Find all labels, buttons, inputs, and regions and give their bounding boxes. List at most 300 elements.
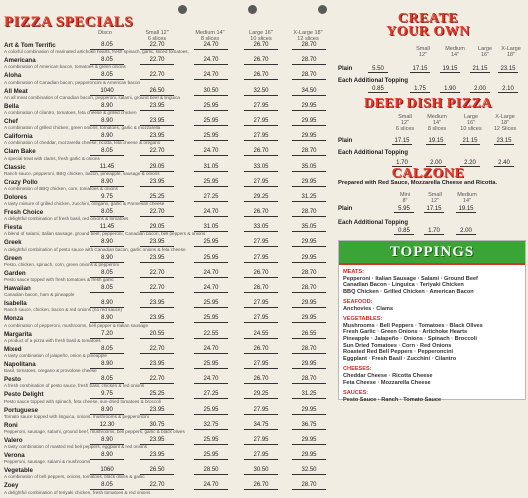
price: 29.95: [292, 452, 326, 460]
create-your-own-title: CREATE YOUR OWN: [386, 11, 470, 39]
price: 29.95: [292, 255, 326, 263]
price: 34.75: [244, 422, 278, 430]
specials-row: [4, 482, 330, 497]
price: 1060: [90, 467, 124, 475]
price: 25.95: [194, 407, 228, 415]
price: 32.50: [244, 88, 278, 96]
specials-row: [4, 361, 330, 376]
specials-row: [4, 376, 330, 391]
pizza-name: Mixed: [4, 345, 22, 353]
price: 27.95: [244, 300, 278, 308]
price: 19.15: [426, 138, 446, 145]
price: 34.50: [292, 88, 326, 96]
pizza-name: All Meat: [4, 87, 28, 95]
specials-row: [4, 467, 330, 482]
price: 27.95: [244, 239, 278, 247]
price: 2.40: [494, 160, 514, 167]
price: 27.95: [244, 133, 278, 141]
price: 23.95: [140, 315, 174, 323]
pizza-description: Canadian bacon, ham & pineapple: [4, 292, 75, 298]
calzone-title: CALZONE: [391, 166, 465, 181]
price: 23.95: [140, 239, 174, 247]
price: 28.70: [292, 209, 326, 217]
binder-hole: [318, 5, 327, 14]
price: 8.90: [90, 103, 124, 111]
price: 24.70: [194, 285, 228, 293]
price: 29.95: [292, 437, 326, 445]
price: 30.75: [140, 422, 174, 430]
specials-row: [4, 179, 330, 194]
price: 28.70: [292, 285, 326, 293]
price: 23.95: [140, 437, 174, 445]
price: 27.95: [244, 315, 278, 323]
pizza-name: Greek: [4, 239, 22, 247]
specials-row: [4, 300, 330, 315]
pizza-description: A combination of American bacon, tomatoes & green onions: [4, 64, 126, 70]
specials-row: [4, 118, 330, 133]
pizza-description: A delightful combination of pesto sauce with Canadian bacon, garlic onions & feta cheese: [4, 246, 186, 252]
price: 33.05: [244, 224, 278, 232]
price: 22.70: [140, 270, 174, 278]
price: 8.90: [90, 179, 124, 187]
pizza-name: Zoey: [4, 482, 19, 490]
price: 24.70: [194, 482, 228, 490]
price: 8.90: [90, 315, 124, 323]
pizza-name: Fiesta: [4, 224, 22, 232]
specials-row: [4, 88, 330, 103]
price: 27.25: [194, 391, 228, 399]
price: 1.70: [424, 228, 444, 235]
price: 26.50: [140, 88, 174, 96]
pizza-name: Garden: [4, 269, 26, 277]
topping-list: Mushrooms · Bell Peppers · Tomatoes · Black Olives Fresh Garlic · Green Onions · Artichoke Hearts Pineapple · Jalapeño · Onions · Spinach · Broccoli Sun Dried Tomatoes · Corn · Red Onions Roasted Red Bell Peppers · Pepperoncini Eggplant · Fresh Basil · Zucchini · Cilantro: [343, 322, 483, 362]
price: 27.95: [244, 179, 278, 187]
calzone-subtitle: Prepared with Red Sauce, Mozzarella Cheese and Ricotta.: [338, 180, 498, 186]
price: 8.05: [90, 482, 124, 490]
size-header: Medium 14": [457, 192, 477, 204]
price: 8.90: [90, 407, 124, 415]
price: 8.05: [90, 42, 124, 50]
price: 22.70: [140, 148, 174, 156]
price: 33.05: [244, 164, 278, 172]
price: 9.75: [90, 391, 124, 399]
deepdish-plain-label: Plain: [338, 138, 353, 144]
specials-row: [4, 346, 330, 361]
deep-dish-title: DEEP DISH PIZZA: [363, 96, 493, 111]
price: 28.70: [292, 148, 326, 156]
toppings-box: [338, 240, 526, 403]
price: 27.95: [244, 103, 278, 111]
pizza-description: A combination of grilled chicken, green onions, tomatoes, garlic & mozzarella: [4, 125, 161, 131]
price: 31.05: [194, 164, 228, 172]
pizza-description: Pesto sauce topped with spinach, feta cheese, sun-dried tomatoes & broccoli: [4, 398, 161, 404]
pizza-description: A fresh combination of pesto sauce, fresh basil, chicken & red onions: [4, 383, 145, 389]
price: 5.50: [368, 66, 388, 73]
price: 23.95: [140, 118, 174, 126]
specials-row: [4, 164, 330, 179]
topping-category: SEAFOOD:: [343, 299, 373, 306]
pizza-description: A delightful combination of teriyaki chicken, fresh tomatoes & red onions: [4, 489, 151, 495]
price: 2.00: [456, 228, 476, 235]
price: 31.25: [292, 194, 326, 202]
topping-category: SAUCES:: [343, 390, 369, 397]
price: 1.90: [440, 86, 460, 93]
price: 23.95: [140, 255, 174, 263]
price: 23.95: [140, 179, 174, 187]
price: 35.05: [292, 224, 326, 232]
price: 22.70: [140, 42, 174, 50]
price: 24.70: [194, 42, 228, 50]
price: 17.15: [410, 66, 430, 73]
price: 27.95: [244, 407, 278, 415]
price: 32.75: [194, 422, 228, 430]
specials-row: [4, 72, 330, 87]
pizza-name: Chef: [4, 117, 18, 125]
price: 26.70: [244, 209, 278, 217]
price: 21.15: [470, 66, 490, 73]
price: 8.05: [90, 209, 124, 217]
specials-row: [4, 270, 330, 285]
price: 8.90: [90, 118, 124, 126]
price: 28.70: [292, 72, 326, 80]
pizza-description: Pesto sauce topped with fresh tomatoes & fresh garlic: [4, 277, 114, 282]
specials-row: [4, 437, 330, 452]
col-xlarge: X-Large 18" 12 slices: [293, 30, 323, 42]
price: 22.70: [140, 285, 174, 293]
price: 28.70: [292, 376, 326, 384]
pizza-description: A delightful combination of fresh basil, red onions & tomatoes: [4, 216, 129, 222]
specials-row: [4, 315, 330, 330]
specials-row: [4, 422, 330, 437]
price: 31.25: [292, 391, 326, 399]
price: 29.95: [292, 315, 326, 323]
specials-row: [4, 194, 330, 209]
price: 8.90: [90, 452, 124, 460]
pizza-name: Portuguese: [4, 406, 39, 414]
pizza-name: Clam Bake: [4, 148, 36, 156]
price: 22.70: [140, 209, 174, 217]
price: 22.70: [140, 57, 174, 65]
price: 26.70: [244, 376, 278, 384]
pizza-description: A tasty combination of jalapeño, onion & pineapple: [4, 352, 107, 358]
specials-row: [4, 224, 330, 239]
pizza-name: Aloha: [4, 72, 22, 80]
price: 17.15: [392, 138, 412, 145]
price: 8.90: [90, 133, 124, 141]
pizza-description: A blend of salami, Italian sausage, ground beef, pepperoni, Canadian bacon, bell peppers & onions: [4, 231, 206, 237]
price: 1040: [90, 88, 124, 96]
price: 20.55: [140, 331, 174, 339]
pizza-name: Bella: [4, 102, 19, 110]
price: 28.70: [292, 270, 326, 278]
price: 25.25: [140, 194, 174, 202]
pizza-name: Green: [4, 254, 22, 262]
price: 5.95: [394, 206, 414, 213]
price: 26.70: [244, 285, 278, 293]
pizza-name: Verona: [4, 452, 25, 460]
topping-category: MEATS:: [343, 269, 365, 275]
price: 28.70: [292, 482, 326, 490]
toppings-title: TOPPINGS: [339, 241, 525, 265]
price: 23.95: [140, 407, 174, 415]
price: 9.75: [90, 194, 124, 202]
pizza-name: Pesto: [4, 376, 21, 384]
size-header: Large 16" 10 slices: [460, 114, 482, 132]
pizza-description: Pesto, chicken, spinach, corn, green onions & pepperoni: [4, 261, 119, 267]
pizza-name: Dolores: [4, 193, 28, 201]
specials-row: [4, 209, 330, 224]
price: 24.70: [194, 376, 228, 384]
pizza-name: California: [4, 133, 33, 141]
price: 23.95: [140, 133, 174, 141]
price: 28.70: [292, 57, 326, 65]
price: 26.70: [244, 148, 278, 156]
price: 8.05: [90, 72, 124, 80]
price: 7.20: [90, 331, 124, 339]
price: 25.95: [194, 437, 228, 445]
size-header: Small 12": [416, 46, 430, 58]
price: 8.90: [90, 255, 124, 263]
price: 27.95: [244, 437, 278, 445]
price: 25.95: [194, 315, 228, 323]
price: 24.70: [194, 209, 228, 217]
price: 8.05: [90, 148, 124, 156]
create-each-label: Each Additional Topping: [338, 78, 408, 84]
price: 29.95: [292, 361, 326, 369]
pizza-description: A combination of Canadian bacon, pepperoncini & American bacon: [4, 79, 141, 85]
size-header: Medium 14" 8 slices: [427, 114, 447, 132]
price: 24.70: [194, 72, 228, 80]
price: 2.00: [470, 86, 490, 93]
col-large: Large 16" 10 slices: [249, 30, 273, 42]
price: 27.95: [244, 255, 278, 263]
price: 26.70: [244, 346, 278, 354]
size-header: Small 12": [428, 192, 442, 204]
price: 24.70: [194, 346, 228, 354]
specials-list: [4, 42, 330, 498]
price: 11.45: [90, 224, 124, 232]
price: 25.95: [194, 179, 228, 187]
price: 32.50: [292, 467, 326, 475]
pizza-name: Hawaiian: [4, 285, 31, 292]
pizza-name: Monza: [4, 315, 24, 323]
price: 28.70: [292, 42, 326, 50]
pizza-description: A colorful combination of marinated artichoke hearts, fresh spinach, garlic, sliced tomatoes,: [4, 49, 189, 55]
price: 29.05: [140, 224, 174, 232]
price: 2.10: [498, 86, 518, 93]
price: 8.90: [90, 437, 124, 445]
pizza-description: A tasty combination of roasted red bell peppers, eggplant & red onions: [4, 444, 148, 450]
price: 0.85: [394, 228, 414, 235]
price: 29.95: [292, 118, 326, 126]
specials-row: [4, 407, 330, 422]
deepdish-each-label: Each Additional Topping: [338, 150, 408, 156]
price: 25.95: [194, 361, 228, 369]
price: 25.95: [194, 133, 228, 141]
pizza-name: Classic: [4, 163, 26, 171]
price: 27.25: [194, 194, 228, 202]
pizza-specials-title: PIZZA SPECIALS: [4, 14, 134, 30]
price: 8.05: [90, 270, 124, 278]
pizza-specials-section: [4, 14, 330, 495]
price: 8.90: [90, 300, 124, 308]
price: 19.15: [456, 206, 476, 213]
price: 25.95: [194, 118, 228, 126]
price: 21.15: [460, 138, 480, 145]
pizza-name: Margarita: [4, 330, 32, 338]
size-header: Mini 8": [399, 192, 411, 204]
pizza-description: A product of a pizza with fresh basil & tomatoes: [4, 337, 101, 343]
specials-row: [4, 57, 330, 72]
size-header: Small 12" 6 slices: [395, 114, 415, 132]
price: 30.50: [194, 88, 228, 96]
pizza-name: Isabella: [4, 300, 27, 308]
pizza-description: An all meat combination of Canadian bacon, pepperoni, salami, ground beef & linguica: [4, 94, 180, 100]
price: 36.75: [292, 422, 326, 430]
pizza-description: Basil, tomatoes, oregano & provolone cheese: [4, 368, 97, 374]
price: 29.95: [292, 239, 326, 247]
price: 23.15: [498, 66, 518, 73]
col-small: Small 12" 6 slices: [145, 30, 169, 42]
pizza-description: Pepperoni, sausage, salami & mushrooms: [4, 459, 91, 465]
specials-row: [4, 42, 330, 57]
topping-list: Cheddar Cheese · Ricotta Cheese Feta Cheese · Mozzarella Cheese: [343, 372, 433, 386]
pizza-name: Valero: [4, 436, 23, 444]
price: 23.95: [140, 452, 174, 460]
binder-hole: [248, 5, 257, 14]
price: 22.70: [140, 482, 174, 490]
price: 29.25: [244, 194, 278, 202]
specials-row: [4, 331, 330, 346]
price: 27.95: [244, 452, 278, 460]
price: 29.95: [292, 300, 326, 308]
price: 26.70: [244, 42, 278, 50]
pizza-description: Pepperoni, sausage, salami, ground beef, mushrooms, bell peppers, garlic & black olives: [4, 428, 185, 434]
price: 25.95: [194, 255, 228, 263]
price: 24.70: [194, 148, 228, 156]
price: 0.85: [368, 86, 388, 93]
pizza-name: Napolitana: [4, 360, 36, 368]
pizza-name: Roni: [4, 421, 18, 429]
price: 23.95: [140, 361, 174, 369]
topping-category: VEGETABLES:: [343, 316, 383, 323]
specials-row: [4, 391, 330, 406]
price: 8.05: [90, 376, 124, 384]
price: 8.05: [90, 57, 124, 65]
topping-category: CHEESES:: [343, 366, 372, 373]
price: 29.95: [292, 103, 326, 111]
price: 23.15: [494, 138, 514, 145]
pizza-description: A tasty mixture of grilled chicken, zucchini, oregano, garlic & Parmesan cheese: [4, 201, 165, 207]
price: 8.90: [90, 361, 124, 369]
pizza-description: A combination of bell peppers, onions, tomatoes, black olives & garlic: [4, 474, 145, 480]
specials-row: [4, 239, 330, 254]
pizza-description: A combination of cilantro, tomatoes, feta cheese & grilled chicken: [4, 109, 137, 115]
price: 1.70: [392, 160, 412, 167]
col-medium: Medium 14" 8 slices: [195, 30, 225, 42]
pizza-description: A combination of pepperoni, mushrooms, bell pepper & Italian sausage: [4, 322, 149, 328]
size-header: X-Large 18" 12 Slices: [493, 114, 517, 132]
pizza-description: Tomato sauce topped with linguica, onions, mushrooms & pepperoncini: [4, 413, 149, 419]
price: 29.05: [140, 164, 174, 172]
price: 29.95: [292, 179, 326, 187]
specials-row: [4, 255, 330, 270]
price: 24.55: [244, 331, 278, 339]
pizza-description: Ranch sauce, pepperoni, BBQ chicken, bacon, pineapple, sausage & onions: [4, 170, 160, 176]
specials-row: [4, 452, 330, 467]
price: 35.05: [292, 164, 326, 172]
col-disco: Disco: [98, 30, 112, 36]
price: 22.70: [140, 376, 174, 384]
pizza-name: Art & Tom Terrific: [4, 42, 56, 49]
price: 23.95: [140, 103, 174, 111]
pizza-name: Crazy Pollo: [4, 178, 38, 186]
price: 28.50: [194, 467, 228, 475]
price: 27.95: [244, 118, 278, 126]
price: 25.95: [194, 103, 228, 111]
price: 2.00: [426, 160, 446, 167]
price: 28.70: [292, 346, 326, 354]
price: 8.05: [90, 285, 124, 293]
price: 26.70: [244, 57, 278, 65]
size-header: X-Large 18": [501, 46, 521, 58]
size-header: Medium 14": [445, 46, 465, 58]
pizza-description: A combination of cheddar, mozzarella cheese, ricotta, feta cheese & oregano: [4, 140, 161, 146]
pizza-description: A special treat with clams, fresh garlic & onions: [4, 155, 100, 161]
pizza-description: A combination of BBQ chicken, corn, tomatoes & onions: [4, 185, 118, 191]
price: 25.25: [140, 391, 174, 399]
price: 1.75: [410, 86, 430, 93]
calzone-each-label: Each Additional Topping: [338, 220, 408, 226]
price: 26.70: [244, 72, 278, 80]
topping-list: Pepperoni · Italian Sausage · Salami · Ground Beef Canadian Bacon · Linguica · Teriyaki Chicken BBQ Chicken · Grilled Chicken · American Bacon: [343, 275, 478, 295]
price: 19.15: [440, 66, 460, 73]
pizza-name: Pesto Delight: [4, 391, 44, 399]
pizza-name: Fresh Choice: [4, 209, 44, 217]
price: 8.05: [90, 346, 124, 354]
pizza-name: Americana: [4, 57, 36, 65]
price: 17.15: [424, 206, 444, 213]
price: 26.70: [244, 482, 278, 490]
price: 24.70: [194, 57, 228, 65]
price: 23.95: [140, 300, 174, 308]
specials-row: [4, 133, 330, 148]
topping-list: Pesto Sauce · Ranch · Tomato Sauce: [343, 396, 442, 403]
topping-list: Anchovies · Clams: [343, 305, 394, 312]
price: 29.95: [292, 133, 326, 141]
specials-row: [4, 148, 330, 163]
price: 29.25: [244, 391, 278, 399]
price: 22.55: [194, 331, 228, 339]
specials-row: [4, 103, 330, 118]
price: 26.70: [244, 270, 278, 278]
price: 8.90: [90, 239, 124, 247]
price: 27.95: [244, 361, 278, 369]
price: 26.50: [140, 467, 174, 475]
price: 11.45: [90, 164, 124, 172]
create-plain-label: Plain: [338, 66, 353, 72]
price: 26.55: [292, 331, 326, 339]
binder-hole: [178, 5, 187, 14]
price: 30.50: [244, 467, 278, 475]
price: 25.95: [194, 239, 228, 247]
price: 24.70: [194, 270, 228, 278]
pizza-name: Vegetable: [4, 467, 33, 475]
specials-row: [4, 285, 330, 300]
price: 2.20: [460, 160, 480, 167]
price: 22.70: [140, 346, 174, 354]
price: 22.70: [140, 72, 174, 80]
